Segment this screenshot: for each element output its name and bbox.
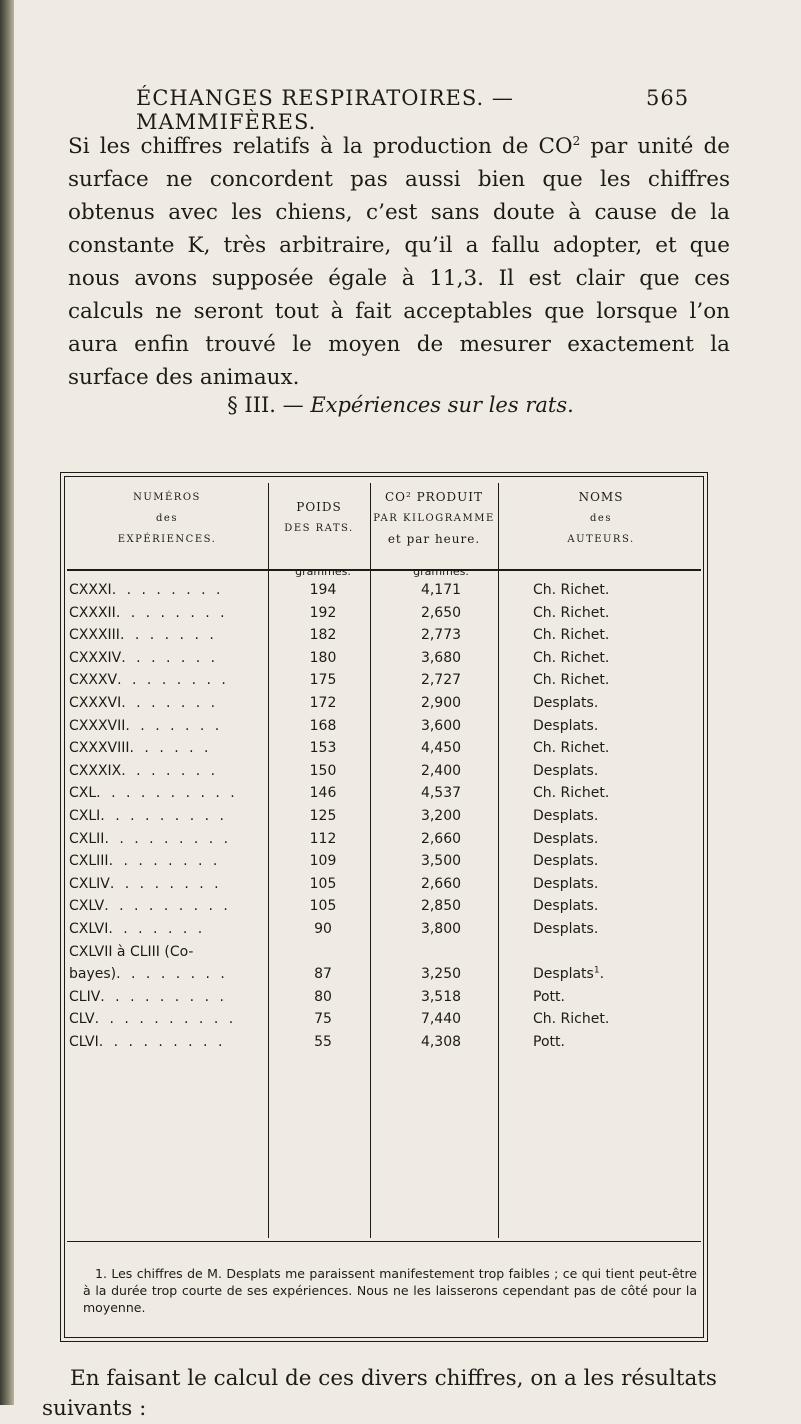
author-text: Ch. Richet. bbox=[533, 627, 610, 644]
author-name bbox=[533, 895, 703, 917]
experiment-number bbox=[69, 918, 265, 940]
author-text: Desplats bbox=[533, 966, 594, 983]
paragraph-text-a: Si les chiffres relatifs à la production de CO bbox=[68, 134, 573, 159]
header-line: des bbox=[590, 513, 612, 524]
leader-dots: . . . . . . . . bbox=[108, 853, 221, 870]
rat-weight: 105 bbox=[309, 875, 337, 892]
co2-value: 2,850 bbox=[420, 898, 462, 915]
experiment-id: CXLIV bbox=[69, 875, 110, 892]
co2-subscript: 2 bbox=[572, 133, 581, 148]
experiment-id: CXXXIX bbox=[69, 762, 122, 779]
leader-dots: . . . . . . . bbox=[121, 695, 219, 711]
experiment-id: CXLI bbox=[69, 808, 101, 824]
leader-dots: . . . . . . . bbox=[119, 627, 217, 644]
co2-value: 4,171 bbox=[420, 582, 462, 598]
table-row bbox=[61, 669, 709, 691]
co2-value: 3,500 bbox=[420, 853, 462, 870]
leader-dots: . . . . . . . . . bbox=[104, 830, 232, 847]
leader-dots: . . . . . . . . . bbox=[104, 898, 231, 915]
rat-weight: 168 bbox=[309, 717, 337, 734]
leader-dots: . . . . . . bbox=[129, 740, 212, 757]
running-header bbox=[136, 86, 690, 134]
table-row bbox=[61, 941, 709, 963]
experiment-number bbox=[69, 1031, 265, 1053]
table-row bbox=[61, 1008, 709, 1030]
data-table bbox=[60, 472, 708, 1342]
co2-value: 4,537 bbox=[420, 785, 462, 802]
author-text: Desplats. bbox=[533, 921, 599, 937]
header-title: ÉCHANGES RESPIRATOIRES. — MAMMIFÈRES. bbox=[136, 86, 514, 134]
leader-dots: . . . . . . . . . bbox=[98, 1034, 226, 1050]
author-name bbox=[533, 647, 703, 669]
table-row bbox=[61, 692, 709, 714]
header-experiments bbox=[67, 487, 267, 550]
experiment-number bbox=[69, 692, 265, 714]
author-text: Pott. bbox=[533, 1034, 565, 1050]
author-name bbox=[533, 986, 703, 1008]
experiment-id: CLIV bbox=[69, 988, 101, 1005]
header-line: EXPÉRIENCES. bbox=[117, 534, 217, 545]
author-text: Ch. Richet. bbox=[533, 672, 610, 689]
co2-value: 2,727 bbox=[420, 672, 462, 689]
experiment-id: CXXXIII bbox=[69, 627, 120, 644]
table-row bbox=[61, 828, 709, 850]
co2-value: 2,400 bbox=[420, 762, 462, 779]
rat-weight: 192 bbox=[309, 604, 337, 621]
co2-value: 7,440 bbox=[420, 1011, 462, 1028]
experiment-id: CXXXI bbox=[69, 582, 112, 598]
experiment-id: CXLVII à CLIII (Co- bbox=[69, 943, 194, 960]
author-name bbox=[533, 1031, 703, 1053]
co2-value: 2,773 bbox=[420, 627, 462, 644]
experiment-number bbox=[69, 895, 265, 917]
unit-label-weight: grammes. bbox=[295, 565, 351, 578]
co2-value: 2,660 bbox=[420, 830, 462, 847]
co2-value: 3,600 bbox=[420, 717, 462, 734]
header-rule bbox=[67, 569, 701, 571]
experiment-id: bayes) bbox=[69, 966, 117, 983]
author-text: Desplats. bbox=[533, 898, 599, 915]
author-name bbox=[533, 873, 703, 895]
co2-value: 4,450 bbox=[420, 740, 462, 757]
rat-weight: 146 bbox=[309, 785, 337, 802]
rat-weight: 180 bbox=[309, 649, 337, 666]
header-line: NUMÉROS bbox=[133, 492, 201, 503]
experiment-id: CXXXVII bbox=[69, 717, 126, 734]
table-row bbox=[61, 986, 709, 1008]
co2-value: 3,518 bbox=[420, 988, 462, 1005]
co2-value: 3,800 bbox=[420, 921, 462, 937]
author-name bbox=[533, 669, 703, 691]
experiment-number bbox=[69, 805, 265, 827]
experiment-number bbox=[69, 1008, 265, 1030]
header-line: CO² PRODUIT bbox=[384, 490, 484, 504]
table-row bbox=[61, 963, 709, 985]
experiment-id: CXLIII bbox=[69, 853, 109, 870]
experiment-id: CLVI bbox=[69, 1034, 99, 1050]
rat-weight: 109 bbox=[309, 853, 337, 870]
table-row bbox=[61, 647, 709, 669]
paragraph-text-b: par unité de surface ne concordent pas aussi bien que les chiffres obtenus avec les chiens, c’est sans doute à cause de la constante K, très arbitraire, qu’il a fallu adopter, et que nous avons supposée égale à 11,3. Il est clair que ces calculs ne seront tout à fait acceptables que lorsque l’on aura enfin trouvé le moyen de mesurer exactement la surface des animaux. bbox=[68, 134, 730, 390]
section-heading bbox=[0, 393, 801, 417]
leader-dots: . . . . . . . . . . bbox=[96, 785, 238, 802]
author-text: Ch. Richet. bbox=[533, 649, 610, 666]
experiment-id: CXXXV bbox=[69, 672, 118, 689]
author-text: Desplats. bbox=[533, 695, 599, 711]
leader-dots: . . . . . . . . . bbox=[100, 808, 227, 824]
section-title: Expériences sur les rats. bbox=[310, 393, 574, 417]
table-row bbox=[61, 850, 709, 872]
table-row bbox=[61, 918, 709, 940]
author-name bbox=[533, 805, 703, 827]
author-text: Ch. Richet. bbox=[533, 1011, 610, 1028]
author-name bbox=[533, 579, 703, 601]
leader-dots: . . . . . . . . . bbox=[100, 988, 227, 1005]
author-text: Pott. bbox=[533, 988, 565, 1005]
author-name bbox=[533, 737, 703, 759]
co2-value: 2,650 bbox=[420, 604, 462, 621]
experiment-number bbox=[69, 715, 265, 737]
experiment-number bbox=[69, 828, 265, 850]
experiment-number bbox=[69, 963, 265, 985]
rat-weight: 75 bbox=[314, 1011, 332, 1028]
table-row bbox=[61, 760, 709, 782]
table-row bbox=[61, 602, 709, 624]
table-row bbox=[61, 579, 709, 601]
experiment-number bbox=[69, 647, 265, 669]
page-number: 565 bbox=[646, 86, 690, 110]
author-text: Desplats. bbox=[533, 762, 599, 779]
experiment-number bbox=[69, 760, 265, 782]
author-text: Desplats. bbox=[533, 853, 599, 870]
co2-value: 3,200 bbox=[420, 808, 462, 824]
author-name bbox=[533, 1008, 703, 1030]
rat-weight: 90 bbox=[314, 921, 332, 937]
leader-dots: . . . . . . . . . . bbox=[94, 1011, 237, 1028]
rat-weight: 112 bbox=[309, 830, 337, 847]
experiment-number bbox=[69, 624, 265, 646]
leader-dots: . . . . . . . . bbox=[109, 875, 222, 892]
experiment-number bbox=[69, 602, 265, 624]
experiment-number bbox=[69, 850, 265, 872]
experiment-id: CXXXIV bbox=[69, 649, 122, 666]
experiment-id: CXL bbox=[69, 785, 97, 802]
table-row bbox=[61, 737, 709, 759]
experiment-id: CXXXII bbox=[69, 604, 116, 621]
co2-value: 2,660 bbox=[420, 875, 462, 892]
author-name bbox=[533, 782, 703, 804]
author-text: Desplats. bbox=[533, 875, 599, 892]
table-row bbox=[61, 624, 709, 646]
header-line: et par heure. bbox=[387, 532, 481, 546]
co2-value: 4,308 bbox=[420, 1034, 462, 1050]
experiment-number bbox=[69, 737, 265, 759]
experiment-id: CXLVI bbox=[69, 921, 109, 937]
leader-dots: . . . . . . . . bbox=[115, 604, 228, 621]
table-row bbox=[61, 715, 709, 737]
table-row bbox=[61, 782, 709, 804]
co2-value: 2,900 bbox=[420, 695, 462, 711]
experiment-id: CXLII bbox=[69, 830, 105, 847]
rat-weight: 125 bbox=[309, 808, 337, 824]
author-text: Desplats. bbox=[533, 717, 599, 734]
header-line: des bbox=[156, 513, 178, 524]
author-name bbox=[533, 692, 703, 714]
author-suffix: . bbox=[599, 966, 605, 983]
table-row bbox=[61, 895, 709, 917]
author-name bbox=[533, 760, 703, 782]
rat-weight: 182 bbox=[309, 627, 337, 644]
header-authors bbox=[499, 487, 703, 550]
unit-label-co2: grammes. bbox=[413, 565, 469, 578]
header-co2 bbox=[371, 487, 497, 550]
experiment-id: CXXXVIII bbox=[69, 740, 130, 757]
rat-weight: 150 bbox=[309, 762, 337, 779]
co2-value: 3,250 bbox=[420, 966, 462, 983]
rat-weight: 105 bbox=[309, 898, 337, 915]
rat-weight: 55 bbox=[314, 1034, 332, 1050]
footnote: 1. Les chiffres de M. Desplats me paraissent manifestement trop faibles ; ce qui tient peut-être à la durée trop courte de ses expériences. Nous ne les laisserons cependant pas de côté pour la moyenne. bbox=[83, 1266, 697, 1315]
experiment-number bbox=[69, 873, 265, 895]
author-text: Desplats. bbox=[533, 808, 599, 824]
experiment-number bbox=[69, 579, 265, 601]
rat-weight: 87 bbox=[314, 966, 332, 983]
experiment-id: CXXXVI bbox=[69, 695, 122, 711]
table-row bbox=[61, 805, 709, 827]
header-line: PAR KILOGRAMME bbox=[373, 513, 495, 524]
paragraph-surface-units bbox=[68, 130, 730, 394]
experiment-id: CLV bbox=[69, 1011, 95, 1028]
author-name bbox=[533, 963, 703, 985]
footnote-marker: 1 bbox=[593, 965, 600, 976]
leader-dots: . . . . . . . . bbox=[116, 966, 228, 983]
leader-dots: . . . . . . . . bbox=[117, 672, 229, 689]
rat-weight: 80 bbox=[314, 988, 332, 1005]
rat-weight: 172 bbox=[309, 695, 337, 711]
author-name bbox=[533, 918, 703, 940]
author-text: Ch. Richet. bbox=[533, 740, 610, 757]
leader-dots: . . . . . . . bbox=[108, 921, 206, 937]
table-row bbox=[61, 873, 709, 895]
author-text: Desplats. bbox=[533, 830, 599, 847]
header-line: AUTEURS. bbox=[567, 534, 635, 545]
header-weight bbox=[269, 497, 369, 539]
rat-weight: 153 bbox=[309, 740, 337, 757]
author-name bbox=[533, 602, 703, 624]
experiment-id: CXLV bbox=[69, 898, 105, 915]
author-name bbox=[533, 828, 703, 850]
header-line: DES RATS. bbox=[284, 523, 354, 534]
experiment-number bbox=[69, 941, 265, 963]
leader-dots: . . . . . . . bbox=[121, 762, 219, 779]
author-name bbox=[533, 624, 703, 646]
experiment-number bbox=[69, 782, 265, 804]
rat-weight: 194 bbox=[309, 582, 337, 598]
rat-weight: 175 bbox=[309, 672, 337, 689]
experiment-number bbox=[69, 986, 265, 1008]
section-number: § III. — bbox=[227, 393, 311, 417]
author-name bbox=[533, 850, 703, 872]
author-name bbox=[533, 715, 703, 737]
leader-dots: . . . . . . . . bbox=[111, 582, 224, 598]
co2-value: 3,680 bbox=[420, 649, 462, 666]
experiment-number bbox=[69, 669, 265, 691]
leader-dots: . . . . . . . bbox=[125, 717, 223, 734]
author-text: Ch. Richet. bbox=[533, 785, 610, 802]
paragraph-results-intro: En faisant le calcul de ces divers chiffres, on a les résultats suivants : bbox=[42, 1366, 717, 1421]
author-text: Ch. Richet. bbox=[533, 604, 610, 621]
header-line: NOMS bbox=[578, 490, 624, 504]
leader-dots: . . . . . . . bbox=[121, 649, 219, 666]
book-binding-edge bbox=[0, 0, 14, 1405]
footnote-rule bbox=[67, 1241, 701, 1242]
header-line: POIDS bbox=[296, 500, 342, 514]
author-text: Ch. Richet. bbox=[533, 582, 610, 598]
table-row bbox=[61, 1031, 709, 1053]
